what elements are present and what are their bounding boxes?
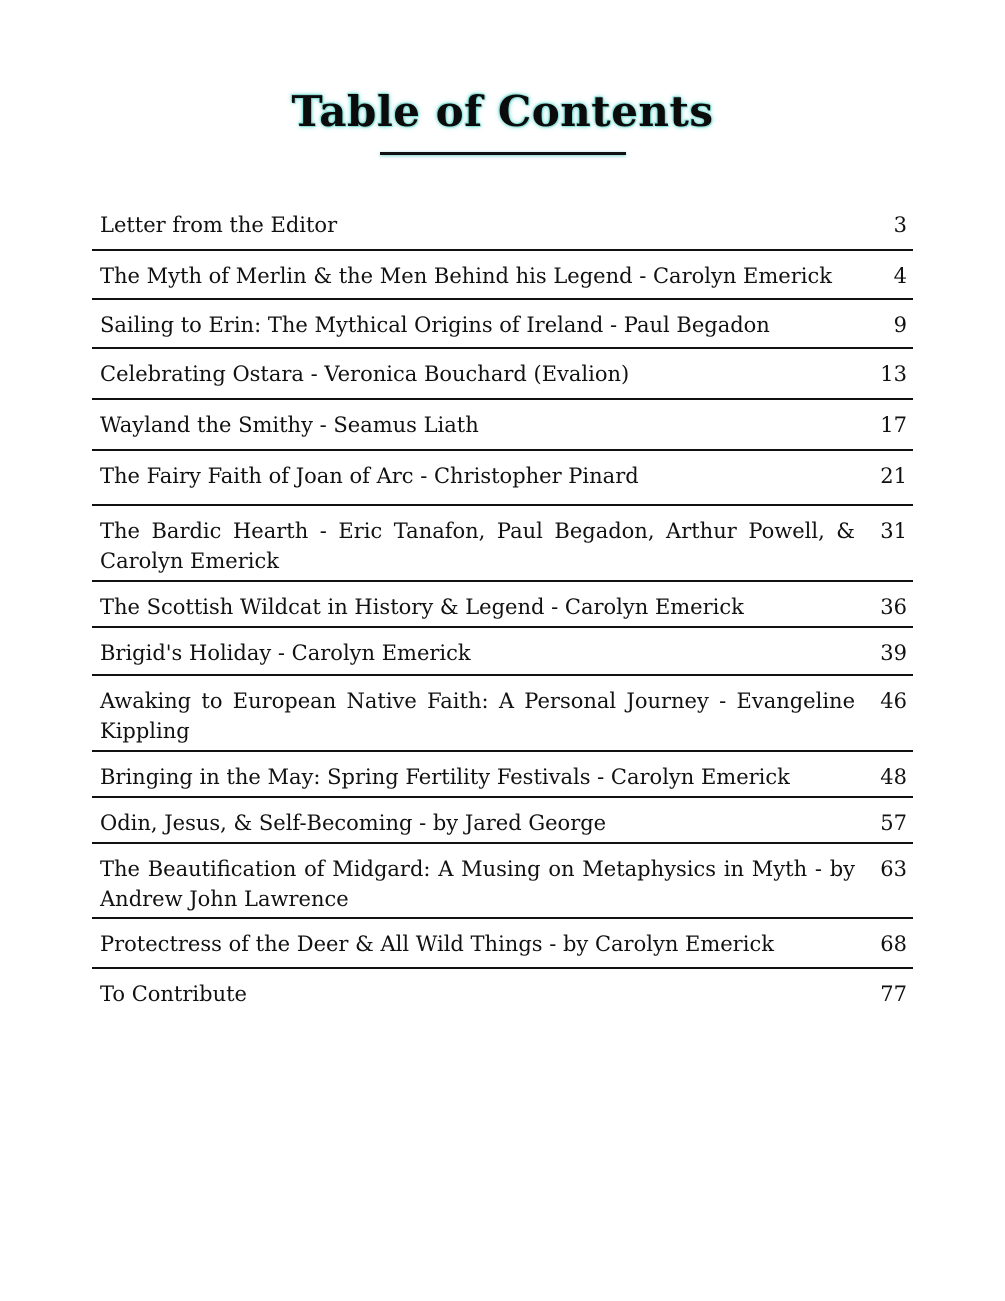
toc-entry-title: Bringing in the May: Spring Fertility Festivals - Carolyn Emerick <box>100 765 790 789</box>
toc-entry-title: The Beautification of Midgard: A Musing on Metaphysics in Myth - by Andrew John Lawrence <box>100 857 855 911</box>
toc-entry-page: 36 <box>880 595 907 619</box>
toc-entry-page: 21 <box>880 464 907 488</box>
toc-row[interactable] <box>92 676 913 752</box>
toc-row[interactable] <box>92 752 913 798</box>
toc-entry-page: 68 <box>880 932 907 956</box>
table-of-contents <box>92 200 913 1019</box>
toc-entry-page: 3 <box>893 213 907 237</box>
toc-entry-title: Odin, Jesus, & Self-Becoming - by Jared George <box>100 811 607 835</box>
toc-entry-page: 48 <box>880 765 907 789</box>
toc-entry-title: Protectress of the Deer & All Wild Things - by Carolyn Emerick <box>100 932 774 956</box>
title-block <box>0 84 1005 140</box>
toc-entry-page: 39 <box>880 641 907 665</box>
toc-entry-page: 46 <box>880 689 907 713</box>
toc-row[interactable] <box>92 798 913 844</box>
toc-entry-page: 57 <box>880 811 907 835</box>
toc-row[interactable] <box>92 506 913 582</box>
toc-row[interactable] <box>92 582 913 628</box>
toc-entry-title: The Fairy Faith of Joan of Arc - Christopher Pinard <box>100 464 639 488</box>
toc-entry-page: 17 <box>880 413 907 437</box>
toc-entry-title: Celebrating Ostara - Veronica Bouchard (Evalion) <box>100 362 630 386</box>
toc-entry-title: Letter from the Editor <box>100 213 338 237</box>
toc-entry-page: 9 <box>893 313 907 337</box>
toc-row[interactable] <box>92 969 913 1019</box>
page-title: Table of Contents <box>291 87 714 136</box>
toc-row[interactable] <box>92 349 913 400</box>
toc-row[interactable] <box>92 451 913 506</box>
toc-row[interactable] <box>92 400 913 451</box>
toc-row[interactable] <box>92 919 913 969</box>
toc-entry-page: 77 <box>880 982 907 1006</box>
toc-entry-title: To Contribute <box>100 982 247 1006</box>
title-underline <box>380 152 626 155</box>
toc-row[interactable] <box>92 628 913 676</box>
toc-entry-page: 63 <box>880 857 907 881</box>
toc-entry-title: Brigid's Holiday - Carolyn Emerick <box>100 641 471 665</box>
toc-row[interactable] <box>92 300 913 349</box>
toc-entry-page: 13 <box>880 362 907 386</box>
toc-entry-title: The Myth of Merlin & the Men Behind his Legend - Carolyn Emerick <box>100 264 832 288</box>
toc-entry-page: 31 <box>880 519 907 543</box>
toc-entry-title: Wayland the Smithy - Seamus Liath <box>100 413 479 437</box>
toc-row[interactable] <box>92 200 913 251</box>
toc-entry-title: The Scottish Wildcat in History & Legend - Carolyn Emerick <box>100 595 744 619</box>
toc-entry-title: Sailing to Erin: The Mythical Origins of Ireland - Paul Begadon <box>100 313 770 337</box>
toc-entry-title: Awaking to European Native Faith: A Personal Journey - Evangeline Kippling <box>100 689 855 743</box>
toc-row[interactable] <box>92 844 913 919</box>
toc-entry-page: 4 <box>893 264 907 288</box>
toc-entry-title: The Bardic Hearth - Eric Tanafon, Paul Begadon, Arthur Powell, & Carolyn Emerick <box>100 519 855 573</box>
toc-row[interactable] <box>92 251 913 300</box>
